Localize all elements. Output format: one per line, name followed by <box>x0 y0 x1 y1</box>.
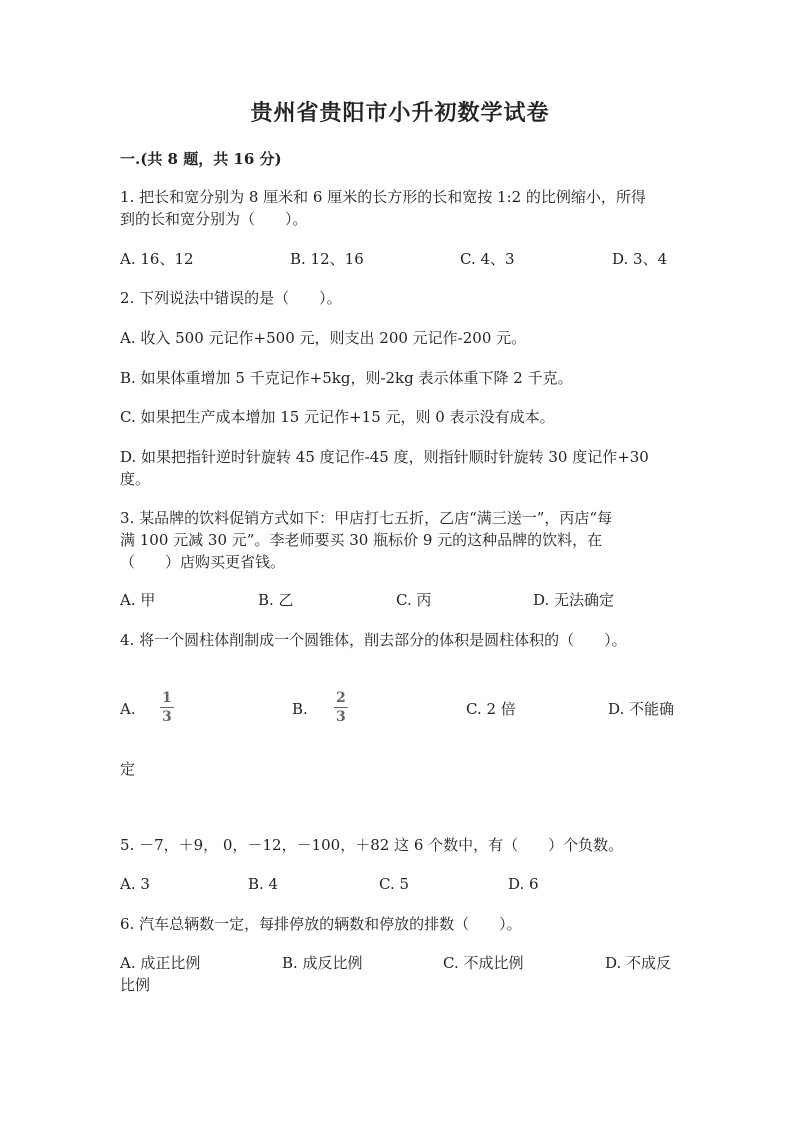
q4-option-c: C. 2 倍 <box>466 700 516 718</box>
section-heading: 一.(共 8 题，共 16 分) <box>120 150 282 168</box>
q1-option-c: C. 4、3 <box>460 250 515 268</box>
q4-option-b-label: B. <box>292 700 308 718</box>
fraction-bar <box>160 707 174 708</box>
q2-option-d-line1: D. 如果把指针逆时针旋转 45 度记作-45 度，则指针顺时针旋转 30 度记作+30 <box>120 448 649 466</box>
q3-stem-line3: （ ）店购买更省钱。 <box>120 553 286 571</box>
q4-option-a-fraction <box>160 690 174 725</box>
q2-option-a: A. 收入 500 元记作+500 元，则支出 200 元记作-200 元。 <box>120 329 527 347</box>
q6-option-d-continued: 比例 <box>120 976 151 994</box>
q1-stem-line1: 1. 把长和宽分别为 8 厘米和 6 厘米的长方形的长和宽按 1:2 的比例缩小，所得 <box>120 188 646 206</box>
fraction-numerator: 1 <box>162 690 172 706</box>
q1-stem-line2: 到的长和宽分别为（ ）。 <box>120 210 308 228</box>
q4-stem: 4. 将一个圆柱体削制成一个圆锥体，削去部分的体积是圆柱体积的（ ）。 <box>120 631 627 649</box>
q4-option-d: D. 不能确 <box>608 700 675 718</box>
q4-option-d-continued: 定 <box>120 760 136 778</box>
q6-option-b: B. 成反比例 <box>282 954 363 972</box>
q5-option-c: C. 5 <box>379 875 410 893</box>
q3-option-b: B. 乙 <box>258 591 294 609</box>
q3-option-a: A. 甲 <box>120 591 156 609</box>
q5-option-d: D. 6 <box>508 875 539 893</box>
fraction-bar <box>334 707 348 708</box>
q6-stem: 6. 汽车总辆数一定，每排停放的辆数和停放的排数（ ）。 <box>120 915 522 933</box>
q6-option-d: D. 不成反 <box>605 954 672 972</box>
q6-option-a: A. 成正比例 <box>120 954 201 972</box>
fraction-numerator: 2 <box>336 690 346 706</box>
q2-stem: 2. 下列说法中错误的是（ ）。 <box>120 289 342 307</box>
q2-option-d-line2: 度。 <box>120 470 151 488</box>
fraction-denominator: 3 <box>336 709 346 725</box>
q4-option-a-label: A. <box>120 700 136 718</box>
q1-option-b: B. 12、16 <box>290 250 364 268</box>
q6-option-c: C. 不成比例 <box>443 954 524 972</box>
q1-option-d: D. 3、4 <box>612 250 668 268</box>
q3-option-c: C. 丙 <box>396 591 432 609</box>
fraction-denominator: 3 <box>162 709 172 725</box>
q5-option-a: A. 3 <box>120 875 150 893</box>
q2-option-c: C. 如果把生产成本增加 15 元记作+15 元，则 0 表示没有成本。 <box>120 408 555 426</box>
q3-option-d: D. 无法确定 <box>533 591 615 609</box>
q1-option-a: A. 16、12 <box>120 250 194 268</box>
q5-option-b: B. 4 <box>248 875 279 893</box>
q3-stem-line1: 3. 某品牌的饮料促销方式如下：甲店打七五折，乙店“满三送一”，丙店“每 <box>120 509 613 527</box>
q3-stem-line2: 满 100 元减 30 元”。李老师要买 30 瓶标价 9 元的这种品牌的饮料，在 <box>120 531 603 549</box>
q4-option-b-fraction <box>334 690 348 725</box>
q5-stem: 5. －7，＋9， 0，－12，－100，＋82 这 6 个数中，有（ ）个负数。 <box>120 836 624 854</box>
q2-option-b: B. 如果体重增加 5 千克记作+5kg，则-2kg 表示体重下降 2 千克。 <box>120 369 573 387</box>
page-title: 贵州省贵阳市小升初数学试卷 <box>250 100 550 126</box>
